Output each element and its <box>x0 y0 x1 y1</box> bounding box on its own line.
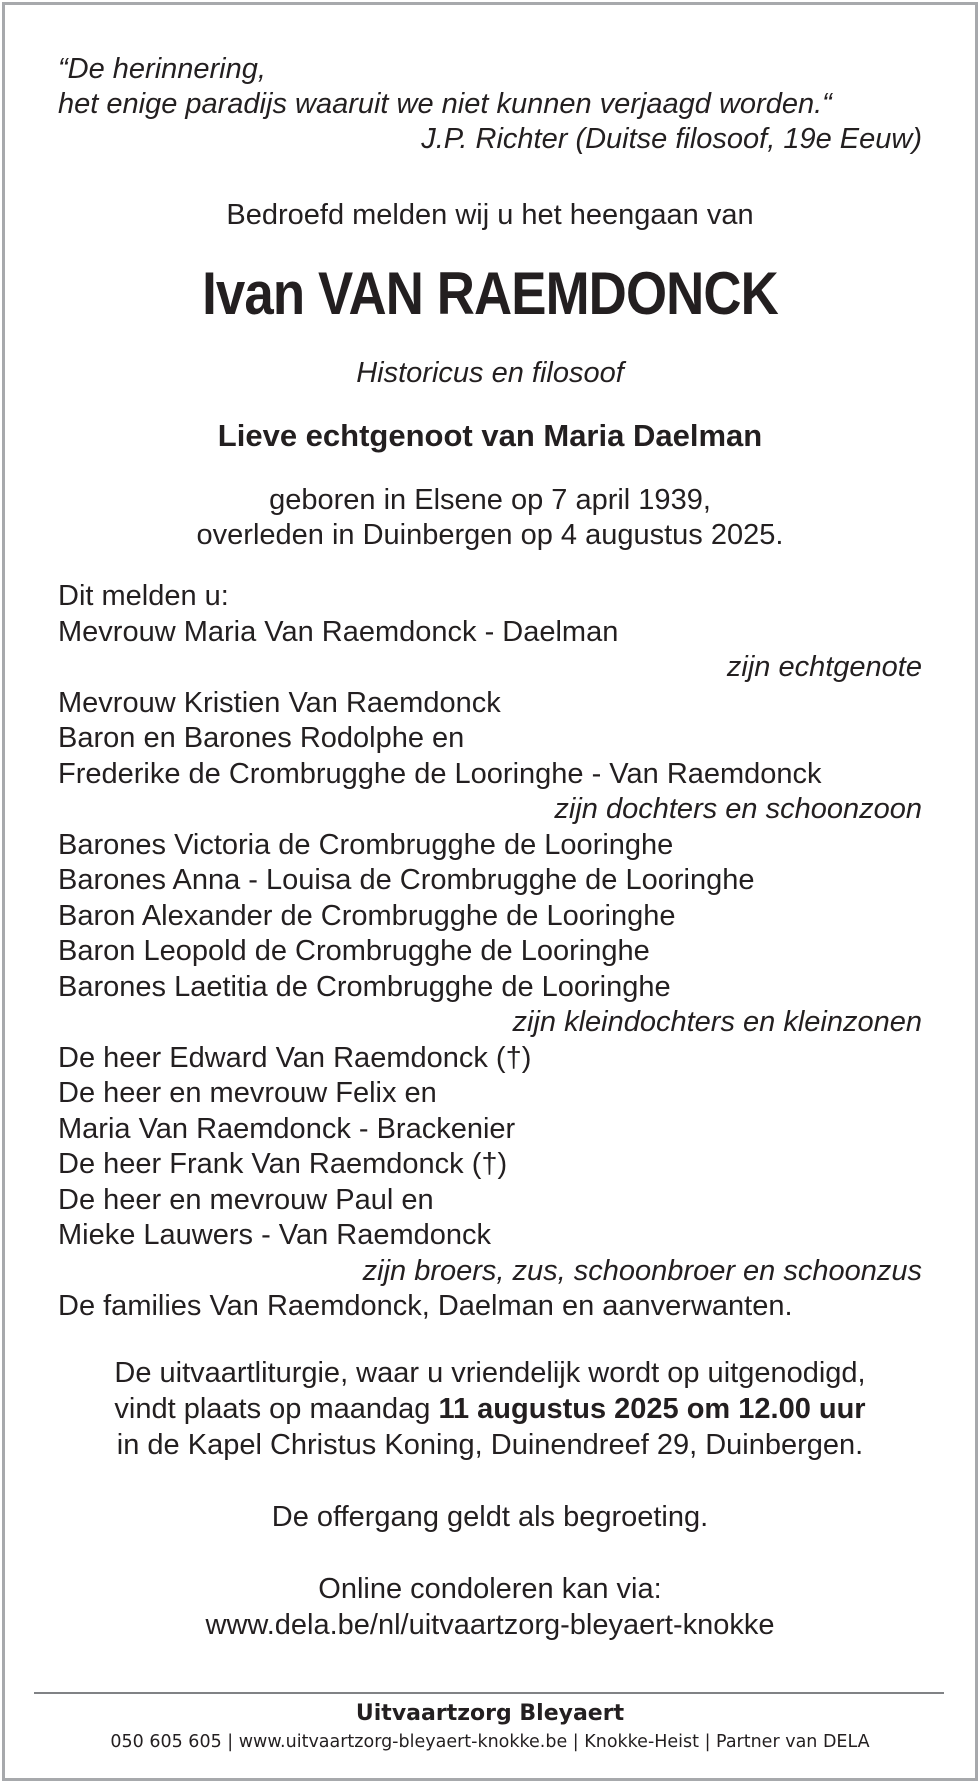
online-condolence <box>58 1571 922 1643</box>
offering-note: De offergang geldt als begroeting. <box>271 1500 709 1533</box>
family-list <box>58 579 922 1325</box>
family-member: De heer Edward Van Raemdonck (†) <box>58 1041 532 1074</box>
family-role: zijn broers, zus, schoonbroer en schoonzus <box>362 1254 922 1287</box>
family-member: Mevrouw Maria Van Raemdonck - Daelman <box>58 615 619 648</box>
footer-divider <box>34 1692 944 1694</box>
family-member: Baron Alexander de Crombrugghe de Looringhe <box>58 899 676 932</box>
family-member: De heer Frank Van Raemdonck (†) <box>58 1148 508 1180</box>
birth-line: geboren in Elsene op 7 april 1939, <box>269 484 711 516</box>
ceremony-line-2 <box>58 1391 922 1427</box>
announcement: Bedroefd melden wij u het heengaan van <box>226 199 754 231</box>
condolence-url: www.dela.be/nl/uitvaartzorg-bleyaert-knokke <box>205 1608 775 1641</box>
family-member: Frederike de Crombrugghe de Looringhe - Van Raemdonck <box>58 757 822 790</box>
family-member: Mieke Lauwers - Van Raemdonck <box>58 1219 492 1251</box>
family-member: Mevrouw Kristien Van Raemdonck <box>58 686 501 719</box>
family-closing: De families Van Raemdonck, Daelman en aanverwanten. <box>58 1290 793 1322</box>
family-group <box>58 1041 922 1290</box>
family-member: Baron Leopold de Crombrugghe de Looringhe <box>58 935 650 967</box>
family-intro: Dit melden u: <box>58 580 229 612</box>
ceremony-info <box>58 1355 922 1463</box>
quote-block <box>58 52 922 157</box>
family-group <box>58 615 922 686</box>
family-member: Maria Van Raemdonck - Brackenier <box>58 1112 516 1145</box>
deceased-profession: Historicus en filosoof <box>356 357 624 389</box>
obituary-content <box>58 52 922 1643</box>
family-group <box>58 828 922 1041</box>
quote-line-2: het enige paradijs waaruit we niet kunnen verjaagd worden.“ <box>58 88 832 120</box>
ceremony-line-2-text: vindt plaats op maandag <box>114 1392 439 1425</box>
family-role: zijn echtgenote <box>726 651 922 683</box>
family-member: Baron en Barones Rodolphe en <box>58 722 465 754</box>
quote-line-1: “De herinnering, <box>58 53 266 85</box>
family-role: zijn kleindochters en kleinzonen <box>512 1006 922 1038</box>
ceremony-line-1: De uitvaartliturgie, waar u vriendelijk wordt op uitgenodigd, <box>114 1356 866 1389</box>
funeral-home-details: 050 605 605 | www.uitvaartzorg-bleyaert-knokke.be | Knokke-Heist | Partner van DELA <box>110 1732 870 1752</box>
family-member: De heer en mevrouw Felix en <box>58 1077 437 1109</box>
family-member: De heer en mevrouw Paul en <box>58 1183 434 1216</box>
funeral-home-name: Uitvaartzorg Bleyaert <box>355 1701 625 1726</box>
spouse-line: Lieve echtgenoot van Maria Daelman <box>217 418 763 453</box>
family-member: Barones Laetitia de Crombrugghe de Looringhe <box>58 970 671 1003</box>
family-role: zijn dochters en schoonzoon <box>554 793 922 825</box>
family-member: Barones Anna - Louisa de Crombrugghe de Looringhe <box>58 864 755 896</box>
family-member: Barones Victoria de Crombrugghe de Looringhe <box>58 828 674 861</box>
death-line: overleden in Duinbergen op 4 augustus 2025. <box>196 519 784 551</box>
ceremony-location: in de Kapel Christus Koning, Duinendreef 29, Duinbergen. <box>116 1428 864 1461</box>
deceased-name: Ivan VAN RAEMDONCK <box>202 260 778 327</box>
family-group <box>58 686 922 828</box>
quote-attribution: J.P. Richter (Duitse filosoof, 19e Eeuw) <box>421 123 922 155</box>
online-condolence-label: Online condoleren kan via: <box>318 1572 662 1605</box>
life-dates <box>58 483 922 553</box>
ceremony-datetime: 11 augustus 2025 om 12.00 uur <box>438 1392 866 1425</box>
